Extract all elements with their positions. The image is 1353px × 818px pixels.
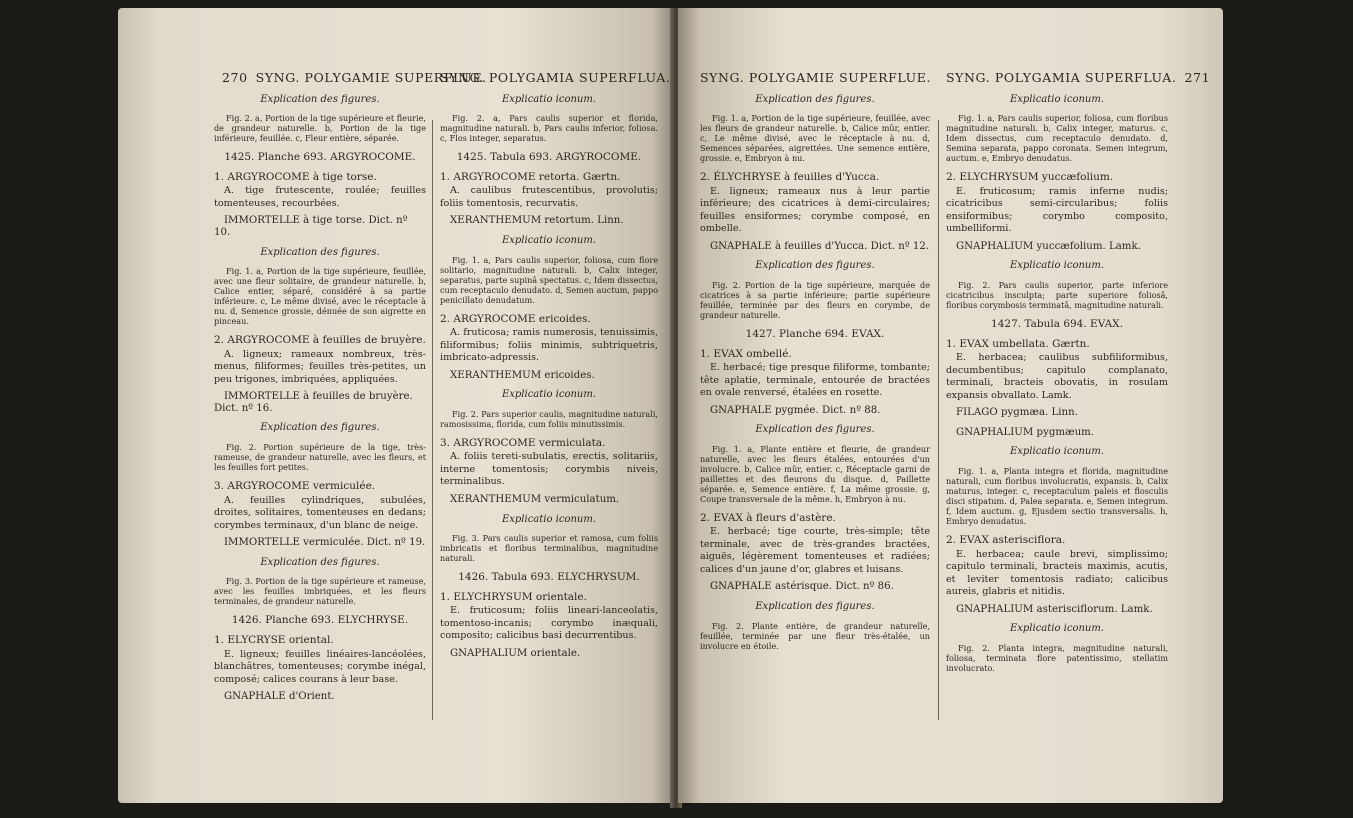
species-entry <box>214 172 426 239</box>
plate-heading: 1425. Tabula 693. ARGYROCOME. <box>456 151 642 164</box>
open-book <box>118 8 1218 816</box>
figure-explanation-heading: Explicatio iconum. <box>501 93 597 105</box>
plate-heading: 1427. Planche 694. EVAX. <box>745 327 885 340</box>
species-description: A. tige frutescente, roulée; feuilles tomenteuses, recourbées. <box>214 185 426 209</box>
figure-explanation-heading: Explication des figures. <box>755 424 875 436</box>
species-description: A. fruticosa; ramis numerosis, tenuissimis, filiformibus; foliis minimis, subtriquetris, imbricato-adpressis. <box>440 327 658 364</box>
species-synonym: IMMORTELLE à feuilles de bruyère. Dict. nº 16. <box>214 391 413 414</box>
page-number: 270 <box>222 70 248 85</box>
left-page <box>118 8 674 803</box>
species-synonym: FILAGO pygmæa. Linn. <box>956 407 1078 419</box>
species-description: E. fruticosum; ramis inferne nudis; cicatricibus semi-circularibus; foliis ensiformibus; corymbo composito, umbelliformi. <box>946 185 1168 235</box>
header-title: SYNG. POLYGAMIE SUPERFLUE. <box>255 70 487 85</box>
left-page-latin-column <box>440 66 671 667</box>
figure-caption: Fig. 2. a, Pars caulis superior et florida, magnitudine naturali. b, Pars caulis inferior, foliosa. c, Flos integer, separatus. <box>440 113 658 144</box>
species-synonym: GNAPHALIUM yuccæfolium. Lamk. <box>956 240 1141 252</box>
species-title: 2. EVAX à fleurs d'astère. <box>700 511 836 524</box>
plate-heading: 1426. Planche 693. ELYCHRYSE. <box>231 614 409 627</box>
species-synonym: GNAPHALIUM asterisciflorum. Lamk. <box>956 603 1153 615</box>
running-header <box>946 70 1211 85</box>
species-entry <box>214 635 426 703</box>
species-description: A. ligneux; rameaux nombreux, très-menus, filiformes; feuilles très-petites, un peu trigones, imbriquées, appliquées. <box>214 348 426 385</box>
species-description: E. ligneux; rameaux nus à leur partie inférieure; des cicatrices à demi-circulaires; feuilles ensiformes; corymbe composé, en ombelle. <box>700 185 930 235</box>
species-title: 3. ARGYROCOME vermiculata. <box>440 436 606 449</box>
figure-caption: Fig. 1. a, Pars caulis superior, foliosa, cum floribus magnitudine naturali. b, Calix integer, maturus. c, Idem dissectus, cum receptaculo denudato. d, Semina separata, pappo coronata. Semen integrum, auctum. e, Embryo denudatus. <box>946 113 1168 164</box>
left-page-french-column <box>214 66 487 711</box>
species-title: 1. EVAX ombellé. <box>700 347 792 360</box>
species-description: E. herbacea; caulibus subfiliformibus, decumbentibus; capitulo complanato, terminali, bracteis obovatis, in rosulam expansis obvallato. Lamk. <box>946 352 1168 401</box>
right-page-latin-column <box>946 66 1211 682</box>
figure-explanation-heading: Explication des figures. <box>755 601 875 613</box>
species-entry <box>946 427 1168 439</box>
species-synonym: GNAPHALIUM orientale. <box>450 647 581 659</box>
figure-caption: Fig. 2. a, Portion de la tige supérieure et fleurie, de grandeur naturelle. b, Portion de la tige inférieure, feuillée. c, Fleur entière, séparée. <box>214 113 426 144</box>
species-synonym: GNAPHALE pygmée. Dict. nº 88. <box>710 404 881 416</box>
header-title: SYNG. POLYGAMIE SUPERFLUE. <box>700 70 932 85</box>
species-title: 2. ÉLYCHRYSE à feuilles d'Yucca. <box>700 171 880 184</box>
species-synonym: GNAPHALIUM pygmæum. <box>956 426 1095 438</box>
running-header <box>214 70 487 85</box>
figure-caption: Fig. 1. a, Pars caulis superior, foliosa, cum flore solitario, magnitudine naturali. b, Calix integer, separatus, parte supinâ spectatus. c, Idem dissectus, cum receptaculo denudato. d, Semen auctum, pappo penicillato denudatum. <box>440 254 658 305</box>
figure-caption: Fig. 1. a, Planta integra et florida, magnitudine naturali, cum floribus involucratis, expansis. b, Calix maturus, integer. c, receptaculum paleis et flosculis disci stipatum. d, Palea separata. e, Semen integrum. f, Idem auctum. g, Ejusdem sectio transversalis. h, Embryo denudatus. <box>946 465 1168 526</box>
species-description: E. herbacé; tige courte, très-simple; tête terminale, avec de très-grandes bractées, aiguës, légèrement tomenteuses et radiées; calices d'un jaune d'or, glabres et luisans. <box>700 526 930 575</box>
species-title: 2. ARGYROCOME ericoides. <box>440 312 591 325</box>
figure-explanation-heading: Explicatio iconum. <box>1009 623 1105 635</box>
figure-explanation-heading: Explication des figures. <box>260 556 380 568</box>
species-entry <box>946 339 1168 419</box>
page-number: 271 <box>1184 70 1211 85</box>
figure-explanation-heading: Explicatio iconum. <box>1009 260 1105 272</box>
species-entry <box>700 513 930 593</box>
right-page <box>678 8 1223 803</box>
species-synonym: GNAPHALE astérisque. Dict. nº 86. <box>710 581 894 593</box>
figure-explanation-heading: Explication des figures. <box>260 422 380 434</box>
species-entry <box>700 172 930 252</box>
species-entry <box>214 481 426 549</box>
species-entry <box>946 535 1168 615</box>
species-title: 1. EVAX umbellata. Gærtn. <box>946 337 1090 350</box>
species-synonym: IMMORTELLE à tige torse. Dict. nº 10. <box>214 215 408 238</box>
species-title: 1. ELYCHRYSUM orientale. <box>440 590 587 603</box>
species-description: E. herbacé; tige presque filiforme, tombante; tête aplatie, terminale, entourée de bractées en ovale renversé, étalées en rosette. <box>700 362 930 399</box>
figure-explanation-heading: Explication des figures. <box>755 260 875 272</box>
species-title: 2. ARGYROCOME à feuilles de bruyère. <box>214 334 426 347</box>
figure-explanation-heading: Explicatio iconum. <box>1009 446 1105 458</box>
species-title: 1. ARGYROCOME à tige torse. <box>214 170 377 183</box>
species-entry <box>700 349 930 417</box>
figure-explanation-heading: Explication des figures. <box>755 93 875 105</box>
running-header <box>440 70 671 85</box>
species-synonym: XERANTHEMUM ericoides. <box>450 369 595 381</box>
figure-explanation-heading: Explicatio iconum. <box>501 389 597 401</box>
figure-caption: Fig. 2. Portion supérieure de la tige, très-rameuse, de grandeur naturelle, avec les fleurs, et les feuilles fort petites. <box>214 442 426 473</box>
species-description: E. fruticosum; foliis lineari-lanceolatis, tomentoso-incanis; corymbo inæquali, composito; calicibus basi decurrentibus. <box>440 605 658 642</box>
plate-heading: 1425. Planche 693. ARGYROCOME. <box>224 151 416 164</box>
species-description: A. caulibus frutescentibus, provolutis; foliis tomentosis, recurvatis. <box>440 185 658 209</box>
species-description: E. ligneux; feuilles linéaires-lancéolées, blanchâtres, tomenteuses; corymbe inégal, composé; calices courans à leur base. <box>214 648 426 685</box>
species-title: 3. ARGYROCOME vermiculée. <box>214 480 376 493</box>
species-description: E. herbacea; caule brevi, simplissimo; capitulo terminali, bracteis maximis, acutis, et leviter tomentosis radiato; calicibus aureis, glabris et nitidis. <box>946 548 1168 598</box>
figure-caption: Fig. 1. a, Portion de la tige supérieure, feuillée, avec une fleur solitaire, de grandeur naturelle. b, Calice entier, séparé, considéré à sa partie inférieure. c, Le même divisé, avec le réceptacle à nu. d, Semence grossie, dénuée de son aigrette en pinceau. <box>214 266 426 327</box>
figure-caption: Fig. 2. Planta integra, magnitudine naturali, foliosa, terminata flore patentissimo, stellatim involucrato. <box>946 642 1168 673</box>
right-page-french-column <box>700 66 930 660</box>
species-title: 2. ELYCHRYSUM yuccæfolium. <box>946 171 1114 184</box>
species-synonym: GNAPHALE à feuilles d'Yucca. Dict. nº 12. <box>710 240 930 252</box>
figure-caption: Fig. 2. Portion de la tige supérieure, marquée de cicatrices à sa partie inférieure; partie supérieure feuillée, terminée par des fleurs en corymbe, de grandeur naturelle. <box>700 279 930 320</box>
plate-heading: 1427. Tabula 694. EVAX. <box>991 317 1123 330</box>
figure-caption: Fig. 3. Portion de la tige supérieure et rameuse, avec les feuilles imbriquées, et les fleurs terminales, de grandeur naturelle. <box>214 576 426 607</box>
column-divider <box>432 120 433 720</box>
figure-caption: Fig. 2. Pars superior caulis, magnitudine naturali, ramosissima, florida, cum foliis minutissimis. <box>440 408 658 429</box>
figure-caption: Fig. 2. Plante entière, de grandeur naturelle, feuillée, terminée par une fleur très-étalée, un involucre en étoile. <box>700 620 930 651</box>
figure-explanation-heading: Explicatio iconum. <box>501 513 597 525</box>
species-title: 1. ELYCRYSE oriental. <box>214 633 334 646</box>
species-synonym: GNAPHALE d'Orient. <box>224 691 335 702</box>
species-description: A. feuilles cylindriques, subulées, droites, solitaires, tomenteuses en dedans; corymbes terminaux, d'un blanc de neige. <box>214 494 426 531</box>
figure-explanation-heading: Explicatio iconum. <box>501 234 597 246</box>
header-title: SYNG. POLYGAMIA SUPERFLUA. <box>946 70 1177 85</box>
header-title: SYNG. POLYGAMIA SUPERFLUA. <box>440 70 671 85</box>
figure-caption: Fig. 3. Pars caulis superior et ramosa, cum foliis imbricatis et floribus terminalibus, magnitudine naturali. <box>440 533 658 564</box>
species-entry <box>440 314 658 382</box>
species-entry <box>440 438 658 506</box>
species-title: 1. ARGYROCOME retorta. Gærtn. <box>440 170 621 183</box>
species-synonym: XERANTHEMUM vermiculatum. <box>450 493 620 505</box>
figure-explanation-heading: Explication des figures. <box>260 93 380 105</box>
species-entry <box>440 592 658 660</box>
species-title: 2. EVAX asterisciflora. <box>946 533 1066 546</box>
species-description: A. foliis tereti-subulatis, erectis, solitariis, interne tomentosis; corymbis niveis, terminalibus. <box>440 451 658 488</box>
running-header <box>700 72 930 84</box>
figure-explanation-heading: Explication des figures. <box>260 246 380 258</box>
figure-caption: Fig. 1. a, Plante entière et fleurie, de grandeur naturelle, avec les fleurs étalées, entourées d'un involucre. b, Calice mûr, entier. c, Réceptacle garni de paillettes et des fleurons du disque. d, Paillette séparée. e, Semence entière. f, La même grossie. g, Coupe transversale de la même. h, Embryon à nu. <box>700 443 930 504</box>
species-entry <box>440 172 658 227</box>
plate-heading: 1426. Tabula 693. ELYCHRYSUM. <box>458 571 640 584</box>
species-entry <box>946 172 1168 252</box>
species-synonym: IMMORTELLE vermiculée. Dict. nº 19. <box>224 537 426 549</box>
column-divider <box>938 120 939 720</box>
figure-caption: Fig. 1. a, Portion de la tige supérieure, feuillée, avec les fleurs de grandeur naturelle. b, Calice mûr, entier. c, Le même divisé, avec le réceptacle à nu. d, Semences séparées, aigrettées. Une semence entière, grossie. e, Embryon à nu. <box>700 113 930 164</box>
species-entry <box>214 335 426 414</box>
figure-caption: Fig. 2. Pars caulis superior, parte inferiore cicatricibus insculpta; parte superiore foliosâ, floribus corymbosis terminatâ, magnitudine naturali. <box>946 279 1168 310</box>
species-synonym: XERANTHEMUM retortum. Linn. <box>450 215 624 227</box>
figure-explanation-heading: Explicatio iconum. <box>1009 93 1105 105</box>
